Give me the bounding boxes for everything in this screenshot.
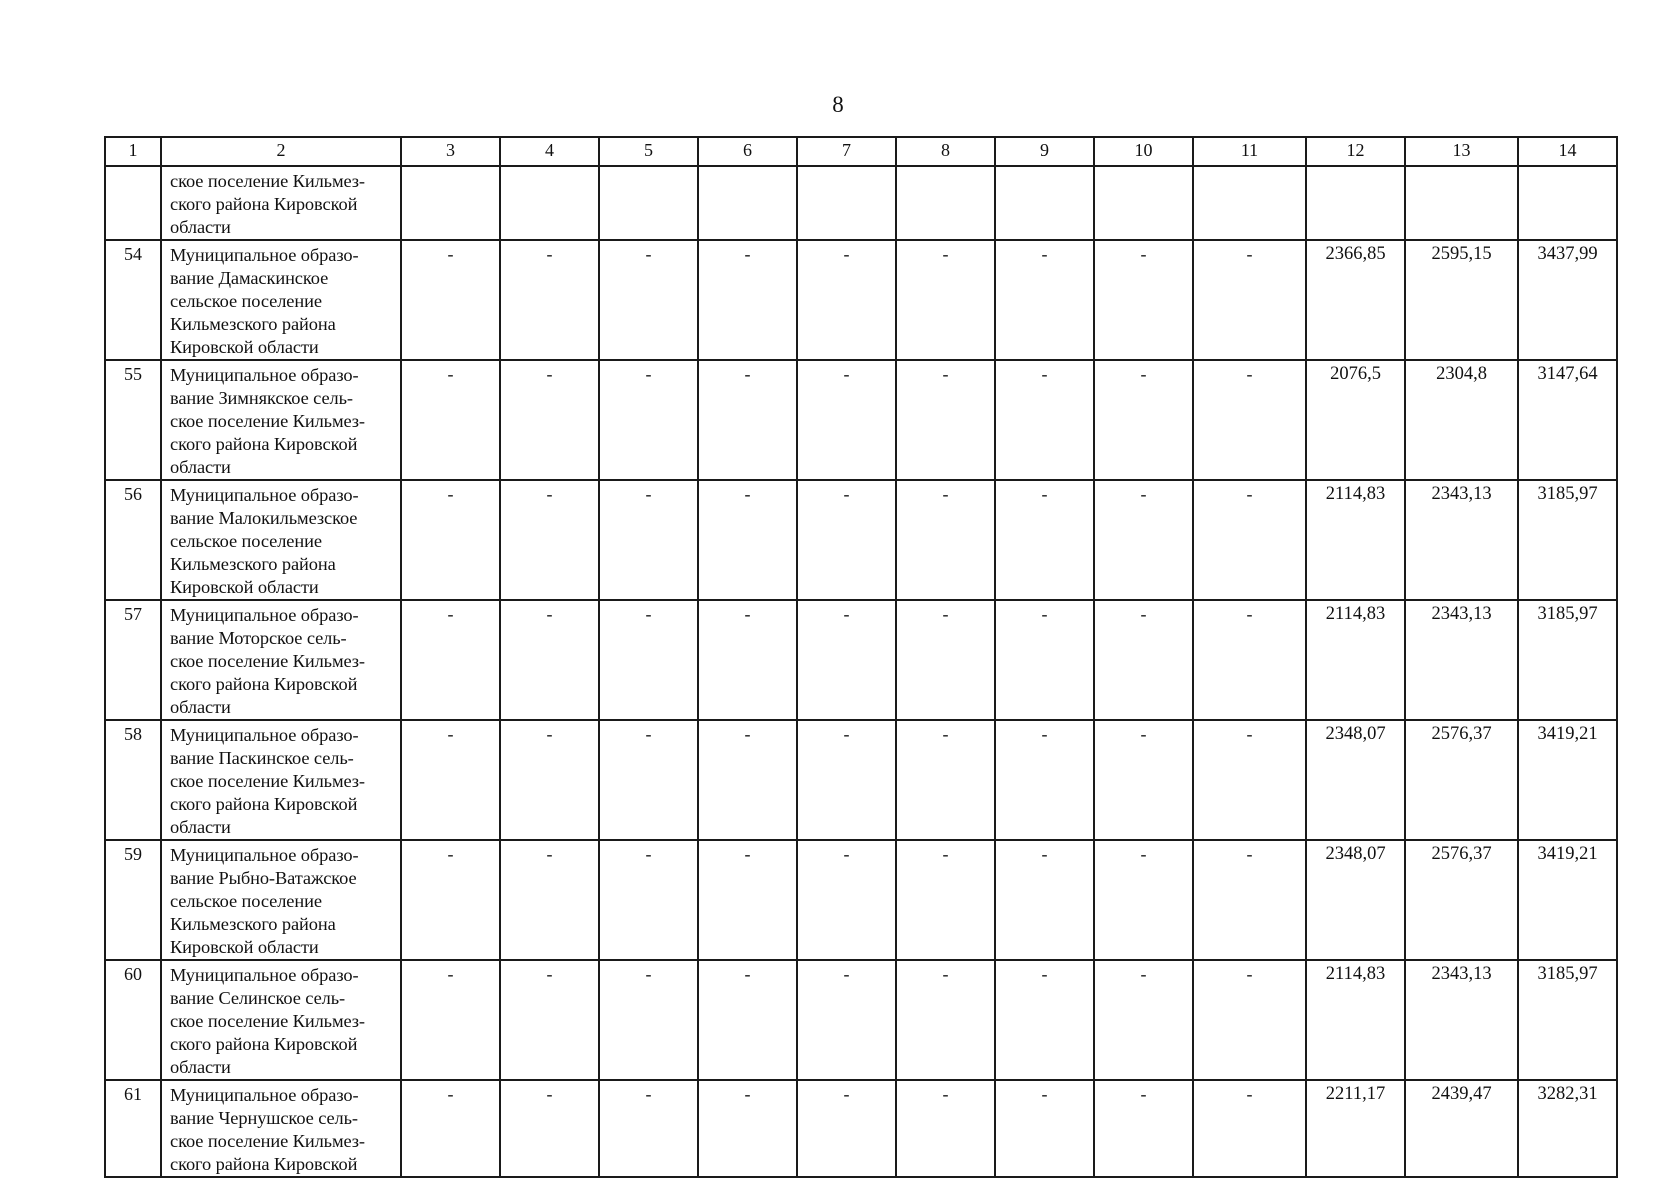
text-line: вание Моторское сель- (170, 628, 347, 648)
text-line: Кировской области (170, 577, 319, 597)
column-header-12: 12 (1306, 137, 1405, 166)
column-header-10: 10 (1094, 137, 1193, 166)
text-line: Кировской области (170, 337, 319, 357)
column-header-1: 1 (105, 137, 161, 166)
dash-cell: - (1193, 240, 1306, 360)
dash-cell: - (995, 1080, 1094, 1177)
text-line: вание Зимнякское сель- (170, 388, 353, 408)
text-line: Кировской области (170, 937, 319, 957)
dash-cell: - (500, 840, 599, 960)
text-line: Кильмезского района (170, 314, 336, 334)
row-number: 57 (105, 600, 161, 720)
dash-cell: - (1193, 360, 1306, 480)
empty-cell (401, 166, 500, 240)
row-number: 54 (105, 240, 161, 360)
municipality-name (161, 480, 401, 600)
table-body (105, 166, 1617, 1177)
text-line: ского района Кировской (170, 1154, 358, 1174)
dash-cell: - (599, 600, 698, 720)
empty-cell (995, 166, 1094, 240)
dash-cell: - (599, 240, 698, 360)
municipality-name (161, 960, 401, 1080)
empty-cell (599, 166, 698, 240)
table-row (105, 240, 1617, 360)
dash-cell: - (1193, 840, 1306, 960)
text-line: ское поселение Кильмез- (170, 1131, 365, 1151)
column-header-2: 2 (161, 137, 401, 166)
value-c12: 2076,5 (1306, 360, 1405, 480)
empty-cell (1193, 166, 1306, 240)
dash-cell: - (896, 360, 995, 480)
row-number: 58 (105, 720, 161, 840)
municipality-name (161, 840, 401, 960)
page-number: 8 (832, 92, 844, 117)
dash-cell: - (1193, 720, 1306, 840)
dash-cell: - (401, 240, 500, 360)
dash-cell: - (401, 1080, 500, 1177)
text-line: области (170, 697, 231, 717)
empty-cell (1405, 166, 1518, 240)
dash-cell: - (599, 840, 698, 960)
dash-cell: - (599, 1080, 698, 1177)
dash-cell: - (698, 720, 797, 840)
dash-cell: - (599, 720, 698, 840)
value-c12: 2114,83 (1306, 600, 1405, 720)
column-header-9: 9 (995, 137, 1094, 166)
dash-cell: - (599, 360, 698, 480)
municipality-name (161, 240, 401, 360)
dash-cell: - (401, 600, 500, 720)
dash-cell: - (1094, 720, 1193, 840)
dash-cell: - (1094, 480, 1193, 600)
column-header-8: 8 (896, 137, 995, 166)
dash-cell: - (995, 240, 1094, 360)
column-header-4: 4 (500, 137, 599, 166)
dash-cell: - (698, 840, 797, 960)
empty-cell (500, 166, 599, 240)
dash-cell: - (797, 720, 896, 840)
text-line: Муниципальное образо- (170, 605, 359, 625)
table-row (105, 960, 1617, 1080)
dash-cell: - (896, 720, 995, 840)
text-line: ского района Кировской (170, 194, 358, 214)
empty-cell (1306, 166, 1405, 240)
row-number: 55 (105, 360, 161, 480)
text-line: вание Селинское сель- (170, 988, 346, 1008)
text-line: ское поселение Кильмез- (170, 771, 365, 791)
text-line: сельское поселение (170, 891, 322, 911)
value-c12: 2211,17 (1306, 1080, 1405, 1177)
value-c12: 2114,83 (1306, 960, 1405, 1080)
dash-cell: - (599, 960, 698, 1080)
text-line: ского района Кировской (170, 674, 358, 694)
text-line: области (170, 217, 231, 237)
dash-cell: - (500, 600, 599, 720)
text-line: Кильмезского района (170, 554, 336, 574)
dash-cell: - (500, 240, 599, 360)
text-line: вание Чернушское сель- (170, 1108, 358, 1128)
dash-cell: - (1193, 600, 1306, 720)
dash-cell: - (500, 720, 599, 840)
dash-cell: - (698, 1080, 797, 1177)
column-header-13: 13 (1405, 137, 1518, 166)
dash-cell: - (995, 600, 1094, 720)
value-c13: 2343,13 (1405, 600, 1518, 720)
text-line: вание Дамаскинское (170, 268, 329, 288)
value-c13: 2343,13 (1405, 960, 1518, 1080)
dash-cell: - (797, 480, 896, 600)
value-c14: 3419,21 (1518, 840, 1617, 960)
column-header-6: 6 (698, 137, 797, 166)
column-header-11: 11 (1193, 137, 1306, 166)
row-number: 56 (105, 480, 161, 600)
dash-cell: - (896, 600, 995, 720)
text-line: Муниципальное образо- (170, 845, 359, 865)
dash-cell: - (401, 960, 500, 1080)
text-line: ского района Кировской (170, 794, 358, 814)
text-line: области (170, 817, 231, 837)
dash-cell: - (500, 360, 599, 480)
dash-cell: - (698, 600, 797, 720)
dash-cell: - (1193, 480, 1306, 600)
text-line: Муниципальное образо- (170, 965, 359, 985)
dash-cell: - (995, 480, 1094, 600)
column-header-14: 14 (1518, 137, 1617, 166)
text-line: вание Малокильмезское (170, 508, 358, 528)
dash-cell: - (995, 360, 1094, 480)
text-line: Кильмезского района (170, 914, 336, 934)
empty-cell (1518, 166, 1617, 240)
dash-cell: - (995, 840, 1094, 960)
municipality-name (161, 166, 401, 240)
column-header-7: 7 (797, 137, 896, 166)
row-number: 61 (105, 1080, 161, 1177)
dash-cell: - (995, 720, 1094, 840)
value-c13: 2576,37 (1405, 720, 1518, 840)
dash-cell: - (401, 360, 500, 480)
dash-cell: - (698, 240, 797, 360)
header-row (105, 137, 1617, 166)
dash-cell: - (896, 480, 995, 600)
table-row (105, 1080, 1617, 1177)
text-line: ское поселение Кильмез- (170, 651, 365, 671)
row-number: 59 (105, 840, 161, 960)
dash-cell: - (1094, 1080, 1193, 1177)
value-c12: 2366,85 (1306, 240, 1405, 360)
text-line: сельское поселение (170, 531, 322, 551)
text-line: ского района Кировской (170, 1034, 358, 1054)
value-c14: 3419,21 (1518, 720, 1617, 840)
value-c14: 3185,97 (1518, 480, 1617, 600)
dash-cell: - (599, 480, 698, 600)
row-number: 60 (105, 960, 161, 1080)
dash-cell: - (401, 840, 500, 960)
municipality-name (161, 360, 401, 480)
value-c13: 2439,47 (1405, 1080, 1518, 1177)
dash-cell: - (698, 360, 797, 480)
text-line: Муниципальное образо- (170, 365, 359, 385)
dash-cell: - (500, 1080, 599, 1177)
text-line: Муниципальное образо- (170, 1085, 359, 1105)
value-c14: 3437,99 (1518, 240, 1617, 360)
dash-cell: - (896, 960, 995, 1080)
text-line: области (170, 1057, 231, 1077)
dash-cell: - (1193, 960, 1306, 1080)
value-c14: 3147,64 (1518, 360, 1617, 480)
value-c14: 3185,97 (1518, 960, 1617, 1080)
text-line: Муниципальное образо- (170, 725, 359, 745)
dash-cell: - (995, 960, 1094, 1080)
value-c12: 2114,83 (1306, 480, 1405, 600)
column-header-3: 3 (401, 137, 500, 166)
empty-cell (698, 166, 797, 240)
dash-cell: - (1094, 960, 1193, 1080)
text-line: ское поселение Кильмез- (170, 171, 365, 191)
text-line: вание Паскинское сель- (170, 748, 354, 768)
column-header-5: 5 (599, 137, 698, 166)
dash-cell: - (1094, 840, 1193, 960)
municipality-name (161, 1080, 401, 1177)
empty-cell (896, 166, 995, 240)
table-row (105, 600, 1617, 720)
row-number (105, 166, 161, 240)
empty-cell (1094, 166, 1193, 240)
value-c14: 3282,31 (1518, 1080, 1617, 1177)
text-line: Муниципальное образо- (170, 485, 359, 505)
table-row (105, 360, 1617, 480)
dash-cell: - (401, 480, 500, 600)
dash-cell: - (698, 960, 797, 1080)
dash-cell: - (500, 960, 599, 1080)
text-line: ское поселение Кильмез- (170, 1011, 365, 1031)
dash-cell: - (797, 600, 896, 720)
text-line: ского района Кировской (170, 434, 358, 454)
dash-cell: - (797, 360, 896, 480)
value-c13: 2576,37 (1405, 840, 1518, 960)
dash-cell: - (500, 480, 599, 600)
dash-cell: - (1094, 600, 1193, 720)
dash-cell: - (896, 240, 995, 360)
value-c12: 2348,07 (1306, 720, 1405, 840)
value-c14: 3185,97 (1518, 600, 1617, 720)
table-row-continuation (105, 166, 1617, 240)
value-c13: 2343,13 (1405, 480, 1518, 600)
text-line: ское поселение Кильмез- (170, 411, 365, 431)
dash-cell: - (896, 840, 995, 960)
text-line: сельское поселение (170, 291, 322, 311)
empty-cell (797, 166, 896, 240)
table-row (105, 840, 1617, 960)
text-line: области (170, 457, 231, 477)
text-line: Муниципальное образо- (170, 245, 359, 265)
dash-cell: - (698, 480, 797, 600)
dash-cell: - (401, 720, 500, 840)
value-c13: 2304,8 (1405, 360, 1518, 480)
dash-cell: - (896, 1080, 995, 1177)
value-c12: 2348,07 (1306, 840, 1405, 960)
tariff-table (104, 136, 1618, 1178)
dash-cell: - (797, 840, 896, 960)
dash-cell: - (797, 960, 896, 1080)
text-line: вание Рыбно-Ватажское (170, 868, 357, 888)
table-row (105, 480, 1617, 600)
municipality-name (161, 720, 401, 840)
municipality-name (161, 600, 401, 720)
dash-cell: - (797, 240, 896, 360)
dash-cell: - (1193, 1080, 1306, 1177)
dash-cell: - (1094, 240, 1193, 360)
dash-cell: - (797, 1080, 896, 1177)
table-row (105, 720, 1617, 840)
value-c13: 2595,15 (1405, 240, 1518, 360)
dash-cell: - (1094, 360, 1193, 480)
